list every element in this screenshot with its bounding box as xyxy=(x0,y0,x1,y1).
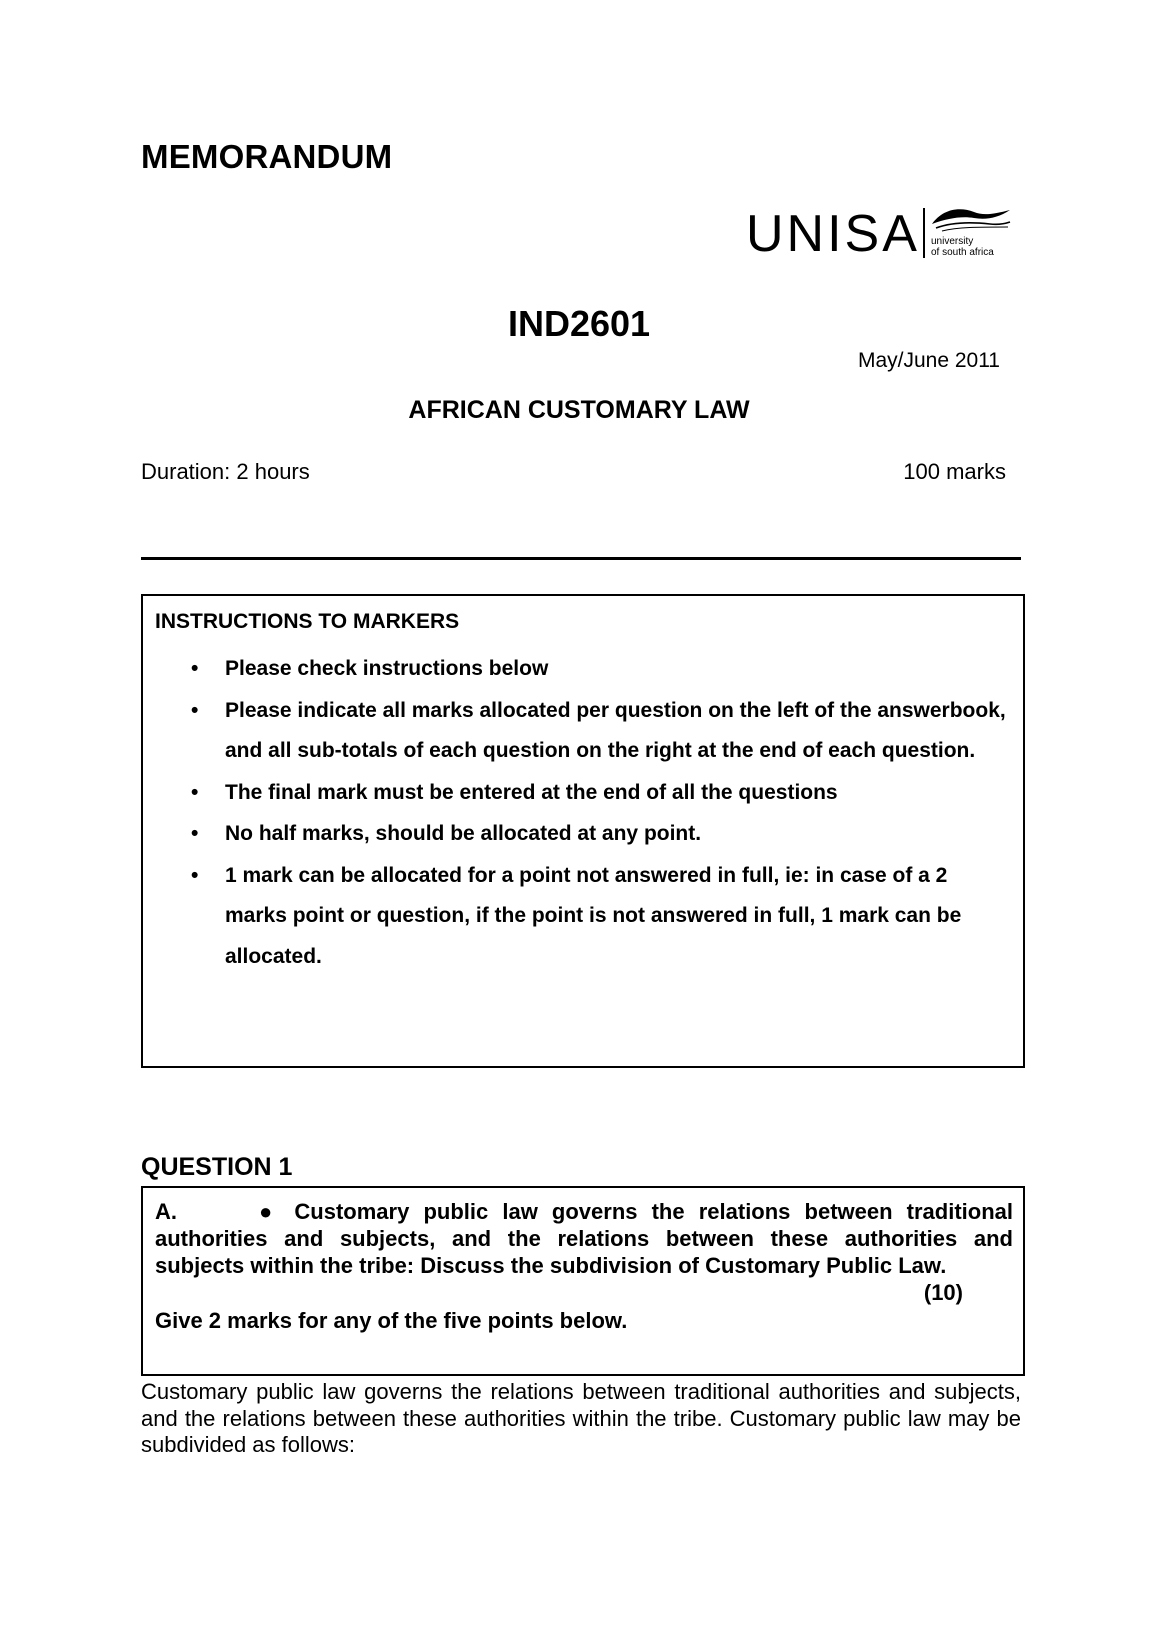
instruction-item xyxy=(155,691,1010,772)
instruction-text: 1 mark can be allocated for a point not answered in full, ie: in case of a 2 marks point or question, if the point is not answered in full, 1 mark can be allocated. xyxy=(225,863,962,968)
bullet-icon: • xyxy=(191,657,199,680)
exam-session: May/June 2011 xyxy=(857,349,1000,372)
instruction-item xyxy=(155,856,1010,978)
instruction-text: Please check instructions below xyxy=(225,657,549,680)
logo-divider xyxy=(923,208,925,258)
question-bullet-icon: ● xyxy=(251,1199,281,1224)
document-heading: MEMORANDUM xyxy=(141,138,393,175)
question-text-block xyxy=(155,1198,1013,1334)
instructions-heading: INSTRUCTIONS TO MARKERS xyxy=(155,610,460,633)
question-box xyxy=(141,1186,1025,1376)
instruction-text: No half marks, should be allocated at any point. xyxy=(225,822,702,845)
bullet-icon: • xyxy=(191,780,199,804)
subject-title: AFRICAN CUSTOMARY LAW xyxy=(408,396,750,424)
logo-subtitle xyxy=(931,236,994,258)
instruction-item xyxy=(155,649,1010,690)
total-marks: 100 marks xyxy=(903,459,1006,484)
instruction-item xyxy=(155,773,1010,814)
instruction-item xyxy=(155,814,1010,855)
instructions-box xyxy=(141,594,1025,1068)
logo-wordmark: UNISA xyxy=(746,205,920,263)
course-code: IND2601 xyxy=(507,303,651,344)
instruction-text: Please indicate all marks allocated per question on the left of the answerbook, and all sub-totals of each question on the right at the end of each question. xyxy=(225,698,1006,762)
unisa-logo xyxy=(746,204,1012,266)
question-text: Customary public law governs the relations between traditional authorities and subjects, and the relations between these authorities and subjects within the tribe: Discuss the subdivision of Customary Public Law. xyxy=(155,1199,1013,1278)
marking-note: Give 2 marks for any of the five points below. xyxy=(155,1308,628,1333)
bullet-icon: • xyxy=(191,822,199,845)
bullet-icon: • xyxy=(191,863,199,887)
bird-emblem-icon xyxy=(928,204,1012,234)
answer-paragraph: Customary public law governs the relations between traditional authorities and subjects, and the relations between these authorities within the tribe. Customary public law may be subdivided as follows: xyxy=(141,1379,1021,1457)
question-label: A. xyxy=(155,1199,177,1224)
logo-subtitle-line-1: university xyxy=(931,236,974,247)
question-heading: QUESTION 1 xyxy=(141,1153,293,1181)
question-points: (10) xyxy=(923,1280,963,1305)
logo-subtitle-line-2: of south africa xyxy=(931,247,994,258)
instructions-list xyxy=(155,649,1010,978)
bullet-icon: • xyxy=(191,698,199,722)
header-divider xyxy=(141,557,1021,560)
instruction-text: The final mark must be entered at the end of all the questions xyxy=(225,780,838,804)
exam-duration: Duration: 2 hours xyxy=(141,459,310,484)
